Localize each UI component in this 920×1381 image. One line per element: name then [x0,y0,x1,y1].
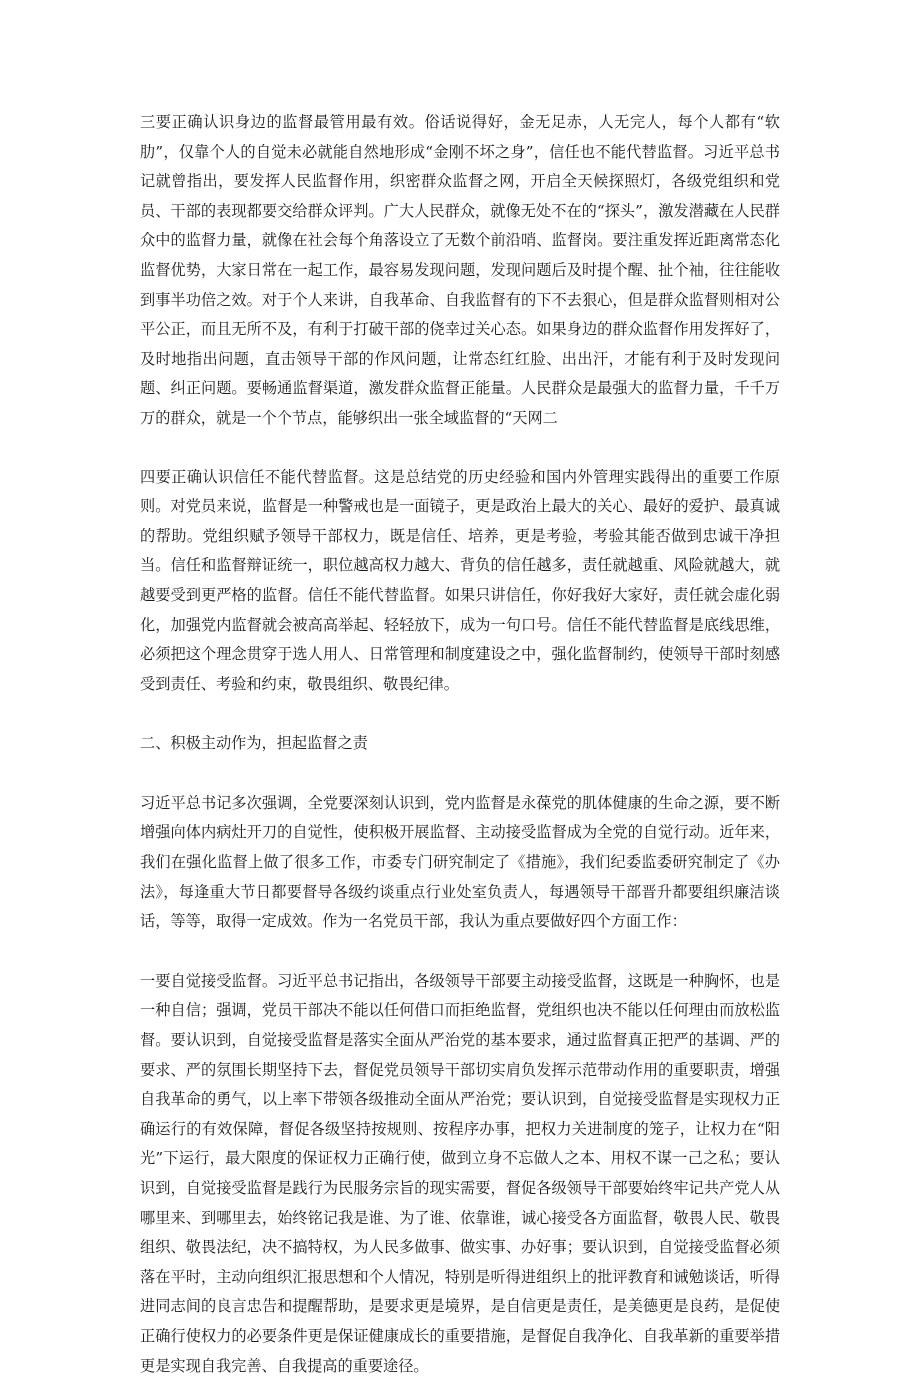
section-heading: 二、积极主动作为，担起监督之责 [140,734,368,753]
paragraph-first-point: 一要自觉接受监督。习近平总书记指出，各级领导干部要主动接受监督，这既是一种胸怀，也是一种自信；强调，党员干部决不能以任何借口而拒绝监督，党组织也决不能以任何理由而放松监督。要认识到，自觉接受监督是落实全面从严治党的基本要求，通过监督真正把严的基调、严的要求、严的氛围长期坚持下去，督促党员领导干部切实肩负发挥示范带动作用的重要职责，增强自我革命的勇气，以上率下带领各级推动全面从严治党；要认识到，自觉接受监督是实现权力正确运行的有效保障，督促各级坚持按规则、按程序办事，把权力关进制度的笼子，让权力在“阳光”下运行，最大限度的保证权力正确行使，做到立身不忘做人之本、用权不谋一己之私；要认识到，自觉接受监督是践行为民服务宗旨的现实需要，督促各级领导干部要始终牢记共产党人从哪里来、到哪里去，始终铭记我是谁、为了谁、依靠谁，诚心接受各方面监督，敬畏人民、敬畏组织、敬畏法纪，决不搞特权，为人民多做事、做实事、办好事；要认识到，自觉接受监督必须落在平时，主动向组织汇报思想和个人情况，特别是听得进组织上的批评教育和诫勉谈话，听得进同志间的良言忠告和提醒帮助，是要求更是境界，是自信更是责任，是美德更是良药，是促使正确行使权力的必要条件更是保证健康成长的重要措施，是督促自我净化、自我革新的重要举措更是实现自我完善、自我提高的重要途径。 [140,971,780,1375]
paragraph-fourth-point: 四要正确认识信任不能代替监督。这是总结党的历史经验和国内外管理实践得出的重要工作原则。对党员来说，监督是一种警戒也是一面镜子，更是政治上最大的关心、最好的爱护、最真诚的帮助。党组织赋予领导干部权力，既是信任、培养，更是考验，考验其能否做到忠诚干净担当。信任和监督辩证统一，职位越高权力越大、背负的信任越多，责任就越重、风险就越大，就越要受到更严格的监督。信任不能代替监督。如果只讲信任，你好我好大家好，责任就会虚化弱化，加强党内监督就会被高高举起、轻轻放下，成为一句口号。信任不能代替监督是底线思维，必须把这个理念贯穿于选人用人、日常管理和制度建设之中，强化监督制约，使领导干部时刻感受到责任、考验和约束，敬畏组织、敬畏纪律。 [140,467,780,693]
document-page [140,108,780,1381]
paragraph-third-point: 三要正确认识身边的监督最管用最有效。俗话说得好，金无足赤，人无完人，每个人都有“软肋”，仅靠个人的自觉未必就能自然地形成“金刚不坏之身”，信任也不能代替监督。习近平总书记就曾指出，要发挥人民监督作用，织密群众监督之网，开启全天候探照灯，各级党组织和党员、干部的表现都要交给群众评判。广大人民群众，就像无处不在的“探头”，激发潜藏在人民群众中的监督力量，就像在社会每个角落设立了无数个前沿哨、监督岗。要注重发挥近距离常态化监督优势，大家日常在一起工作，最容易发现问题，发现问题后及时提个醒、扯个袖，往往能收到事半功倍之效。对于个人来讲，自我革命、自我监督有的下不去狠心，但是群众监督则相对公平公正，而且无所不及，有利于打破干部的侥幸过关心态。如果身边的群众监督作用发挥好了，及时地指出问题，直击领导干部的作风问题，让常态红红脸、出出汗，才能有利于及时发现问题、纠正问题。要畅通监督渠道，激发群众监督正能量。人民群众是最强大的监督力量，千千万万的群众，就是一个个节点，能够织出一张全域监督的“天网二 [140,113,780,427]
paragraph-intro: 习近平总书记多次强调，全党要深刻认识到，党内监督是永葆党的肌体健康的生命之源，要不断增强向体内病灶开刀的自觉性，使积极开展监督、主动接受监督成为全党的自觉行动。近年来，我们在强化监督上做了很多工作，市委专门研究制定了《措施》，我们纪委监委研究制定了《办法》，每逢重大节日都要督导各级约谈重点行业处室负责人，每遇领导干部晋升都要组织廉洁谈话，等等，取得一定成效。作为一名党员干部，我认为重点要做好四个方面工作： [140,793,780,931]
